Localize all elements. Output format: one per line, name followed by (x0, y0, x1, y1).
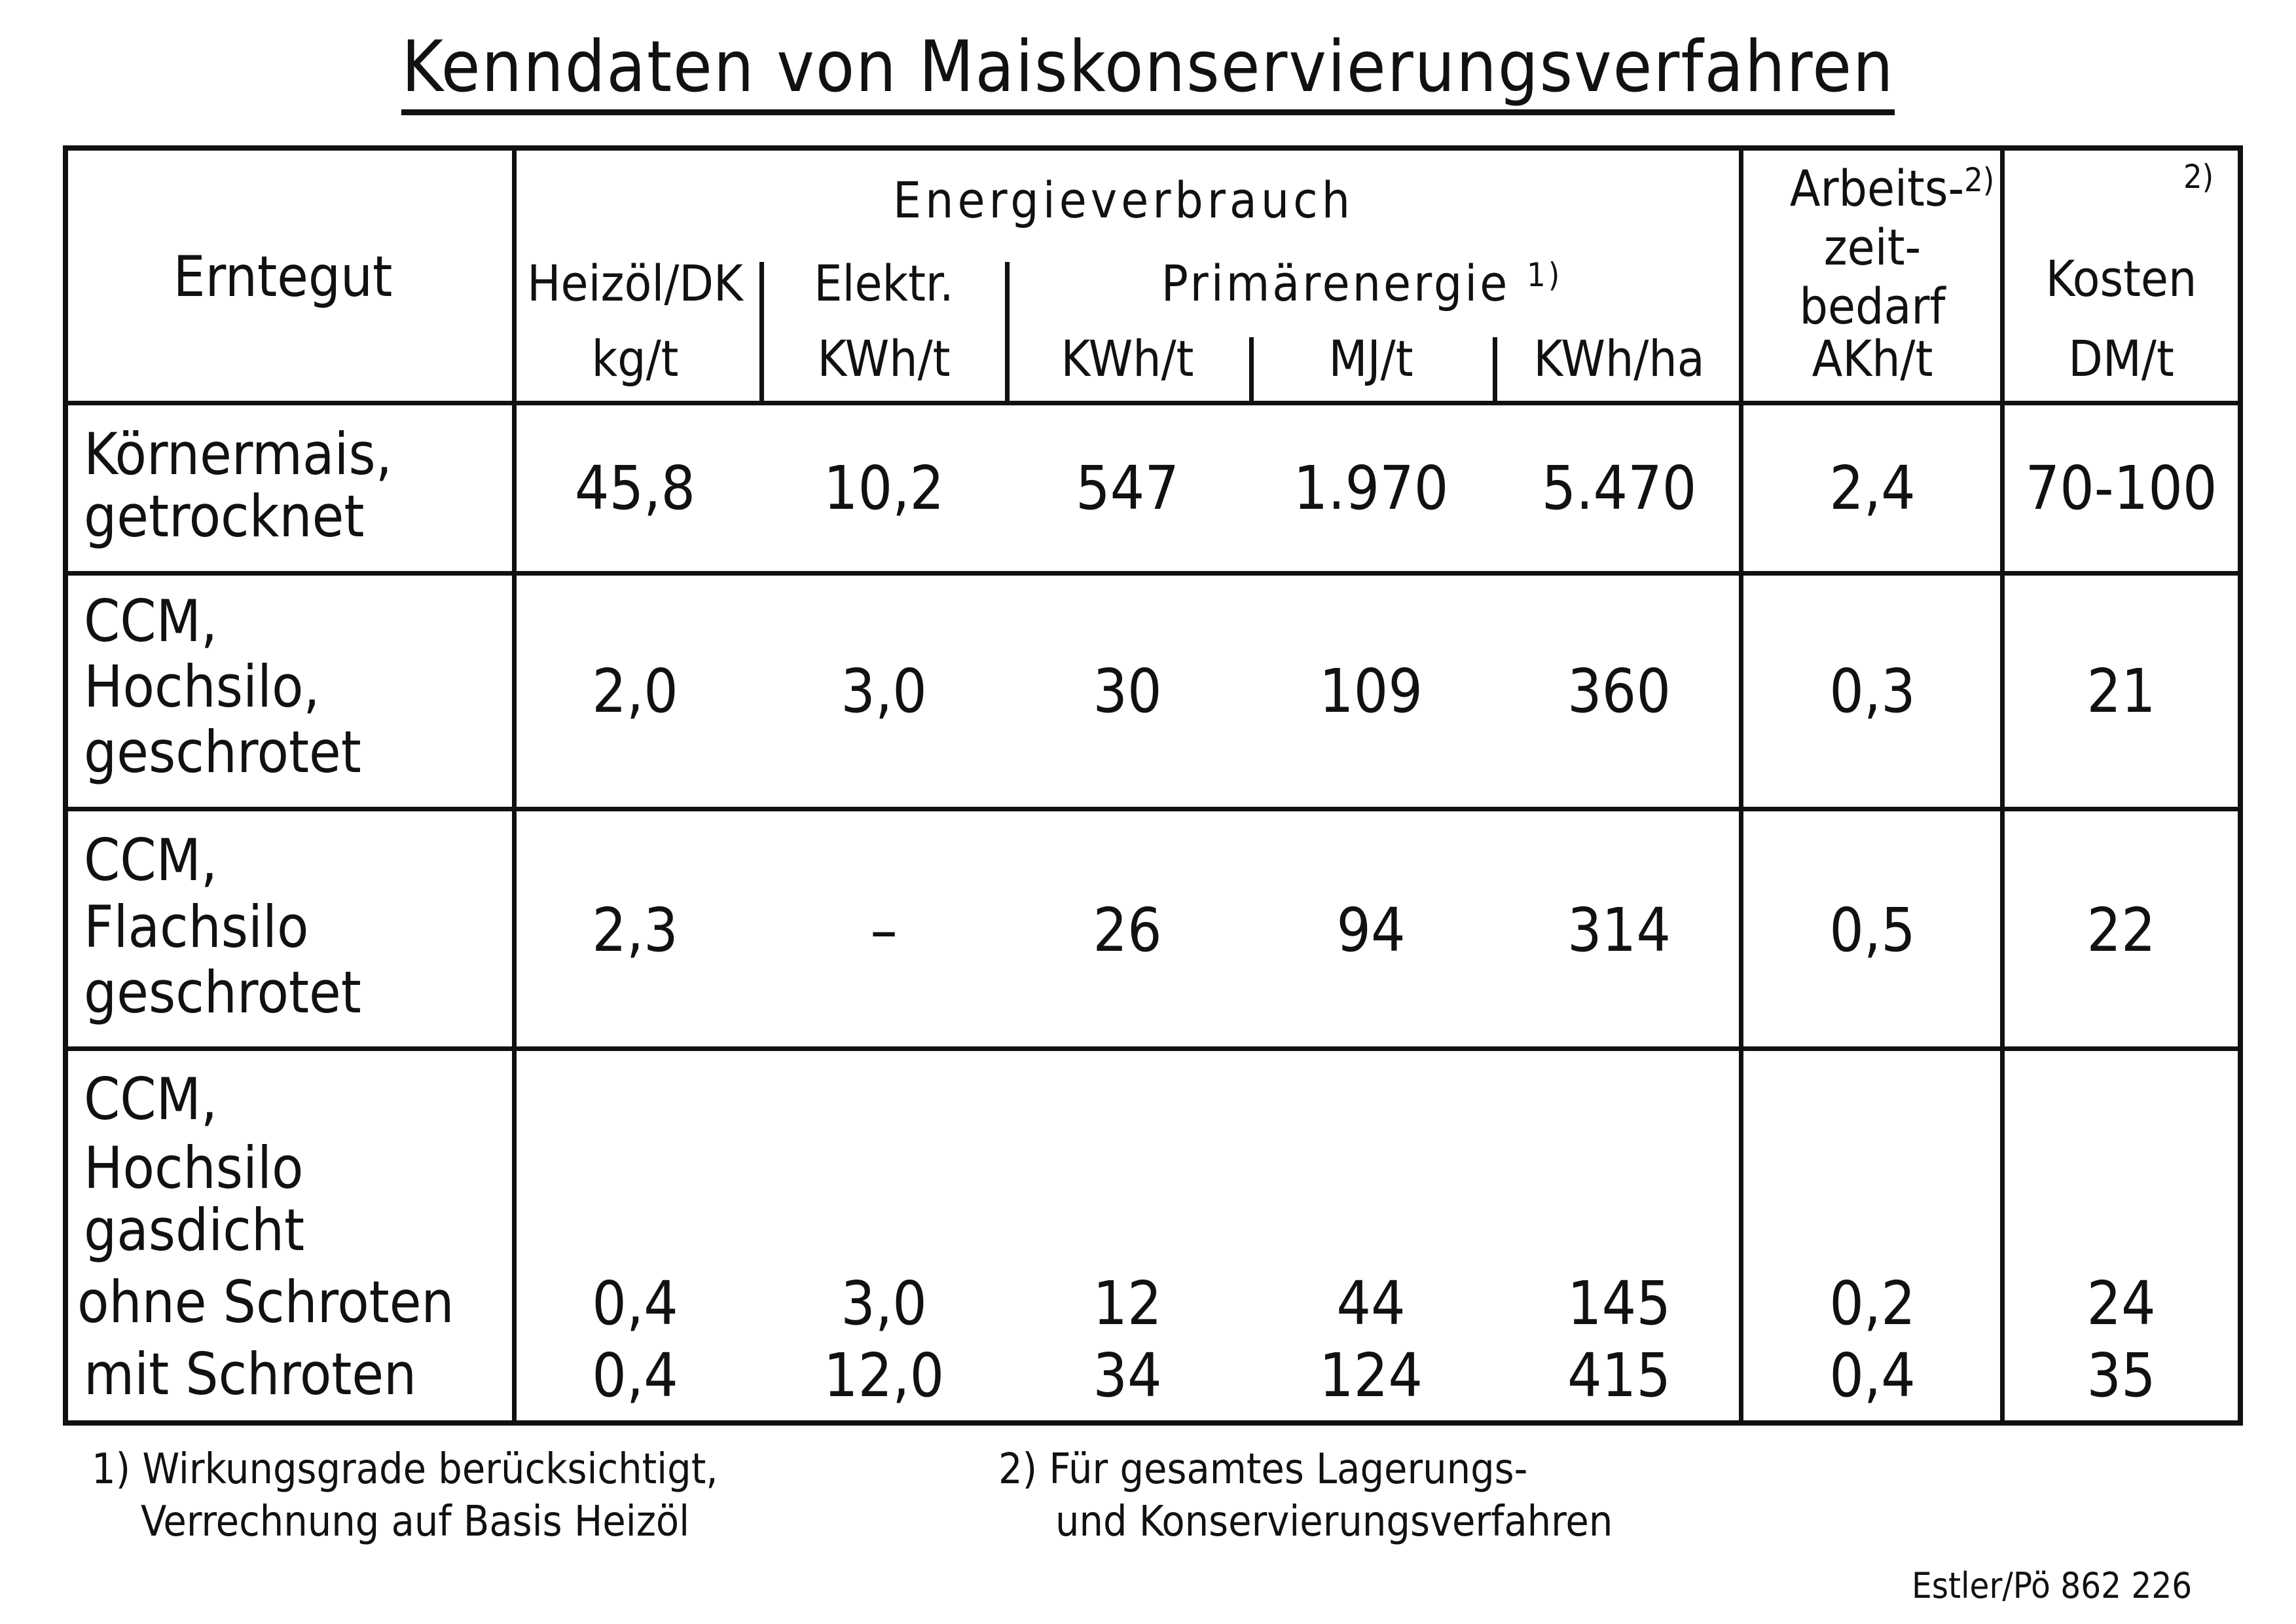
row-divider (63, 807, 2243, 811)
header-arbeitszeit-3: bedarf (1799, 277, 1946, 335)
cell-kwh-ha: 314 (1567, 895, 1671, 965)
sub-row-label: ohne Schroten (77, 1268, 454, 1336)
row-divider (63, 401, 2243, 405)
cell-elektr: 3,0 (841, 1268, 927, 1338)
header-kosten-ref: 2) (2183, 158, 2214, 196)
header-elektr: Elektr. (814, 254, 954, 312)
cell-mj-t: 124 (1319, 1340, 1423, 1411)
column-divider (2000, 145, 2005, 1426)
cell-dm-t: 21 (2086, 656, 2156, 726)
cell-mj-t: 44 (1336, 1268, 1406, 1338)
row-label-line: Flachsilo (84, 893, 309, 961)
header-energieverbrauch: Energieverbrauch (892, 171, 1355, 229)
cell-akh-t: 0,4 (1829, 1340, 1916, 1411)
header-kosten: Kosten (2045, 249, 2197, 308)
row-label-line: geschrotet (84, 959, 361, 1026)
header-tick (1493, 337, 1497, 401)
cell-kwh-t: 34 (1093, 1340, 1162, 1411)
header-erntegut: Erntegut (173, 244, 393, 310)
cell-akh-t: 0,5 (1829, 895, 1916, 965)
header-tick (1249, 337, 1254, 401)
cell-elektr: – (870, 895, 898, 965)
row-label-line: Körnermais, (84, 420, 392, 488)
cell-dm-t: 35 (2086, 1340, 2156, 1411)
row-label-line: gasdicht (84, 1196, 305, 1264)
cell-kwh-t: 547 (1076, 453, 1179, 523)
row-label-line: Hochsilo, (84, 653, 320, 720)
cell-kwh-ha: 5.470 (1541, 453, 1697, 523)
header-arbeitszeit-unit: AKh/t (1812, 329, 1933, 388)
footnote-2-line-1: 2) Für gesamtes Lagerungs- (998, 1445, 1528, 1494)
header-elektr-unit: KWh/t (817, 329, 951, 388)
header-prim-mj-t: MJ/t (1328, 329, 1413, 388)
document-reference: Estler/Pö 862 226 (1912, 1565, 2193, 1606)
header-heizoel-unit: kg/t (591, 329, 679, 388)
column-divider (1739, 145, 1743, 1426)
sub-row-label: mit Schroten (84, 1340, 417, 1408)
header-tick (759, 262, 764, 401)
row-label-line: geschrotet (84, 718, 361, 786)
cell-heizoel: 0,4 (592, 1268, 678, 1338)
cell-heizoel: 0,4 (592, 1340, 678, 1411)
page-title: Kenndaten von Maiskonservierungsverfahren (0, 26, 2296, 108)
cell-kwh-t: 30 (1093, 656, 1162, 726)
footnote-1-line-1: 1) Wirkungsgrade berücksichtigt, (92, 1445, 718, 1494)
cell-mj-t: 109 (1319, 656, 1423, 726)
cell-mj-t: 1.970 (1293, 453, 1449, 523)
header-kosten-unit: DM/t (2068, 329, 2174, 388)
cell-heizoel: 2,0 (592, 656, 678, 726)
header-primaerenergie: Primärenergie $^{1)}$ (1161, 254, 1563, 312)
footnote-1-line-2: Verrechnung auf Basis Heizöl (141, 1498, 690, 1546)
footnote-2-line-2: und Konservierungsverfahren (1055, 1498, 1613, 1546)
cell-dm-t: 22 (2086, 895, 2156, 965)
row-label-line: Hochsilo (84, 1134, 304, 1202)
cell-heizoel: 2,3 (592, 895, 678, 965)
row-label-line: getrocknet (84, 483, 365, 550)
header-arbeitszeit-1: Arbeits-$^{2)}$ (1789, 159, 1995, 217)
cell-kwh-ha: 415 (1567, 1340, 1671, 1411)
cell-dm-t: 70-100 (2025, 453, 2217, 523)
cell-akh-t: 0,2 (1829, 1268, 1916, 1338)
row-divider (63, 571, 2243, 576)
cell-heizoel: 45,8 (574, 453, 696, 523)
header-prim-kwh-t: KWh/t (1061, 329, 1194, 388)
cell-dm-t: 24 (2086, 1268, 2156, 1338)
cell-kwh-ha: 360 (1567, 656, 1671, 726)
cell-akh-t: 2,4 (1829, 453, 1916, 523)
cell-mj-t: 94 (1336, 895, 1406, 965)
row-label-line: CCM, (84, 826, 218, 894)
cell-akh-t: 0,3 (1829, 656, 1916, 726)
cell-elektr: 10,2 (823, 453, 945, 523)
cell-elektr: 12,0 (823, 1340, 945, 1411)
row-label-line: CCM, (84, 587, 218, 655)
cell-kwh-t: 26 (1093, 895, 1162, 965)
cell-elektr: 3,0 (841, 656, 927, 726)
cell-kwh-ha: 145 (1567, 1268, 1671, 1338)
header-heizoel: Heizöl/DK (527, 254, 743, 312)
column-divider (512, 145, 517, 1426)
header-tick (1005, 262, 1010, 401)
row-label-line: CCM, (84, 1065, 218, 1133)
row-divider (63, 1046, 2243, 1051)
cell-kwh-t: 12 (1093, 1268, 1162, 1338)
header-prim-kwh-ha: KWh/ha (1533, 329, 1705, 388)
header-arbeitszeit-2: zeit- (1823, 218, 1922, 276)
